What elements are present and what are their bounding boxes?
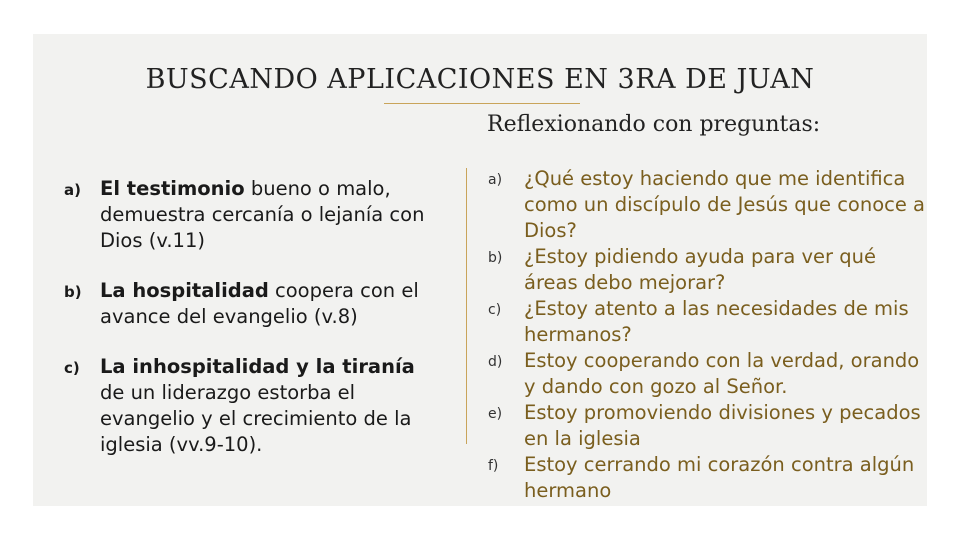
question-item <box>488 296 928 348</box>
list-item <box>64 278 444 330</box>
item-rest-text: de un liderazgo estorba el evangelio y el crecimiento de la iglesia (vv.9-10). <box>100 381 412 456</box>
applications-list <box>64 176 444 482</box>
item-bold-text: El testimonio <box>100 177 245 200</box>
question-text: ¿Qué estoy haciendo que me identifica como un discípulo de Jesús que conoce a Dios? <box>524 167 926 242</box>
item-text <box>100 176 444 254</box>
list-item <box>64 176 444 254</box>
item-text <box>100 278 444 330</box>
question-text: ¿Estoy pidiendo ayuda para ver qué áreas debo mejorar? <box>524 245 876 294</box>
question-text: Estoy cerrando mi corazón contra algún hermano <box>524 453 915 502</box>
question-text: Estoy promoviendo divisiones y pecados en la iglesia <box>524 401 921 450</box>
question-letter: b) <box>488 250 503 266</box>
list-item <box>64 354 444 458</box>
question-letter: f) <box>488 458 499 474</box>
question-item <box>488 244 928 296</box>
title-underline <box>384 103 580 104</box>
question-item <box>488 400 928 452</box>
question-item <box>488 452 928 504</box>
item-letter: c) <box>64 359 80 377</box>
question-text: ¿Estoy atento a las necesidades de mis hermanos? <box>524 297 909 346</box>
question-item <box>488 166 928 244</box>
question-item <box>488 348 928 400</box>
slide-title: BUSCANDO APLICACIONES EN 3RA DE JUAN <box>145 64 815 95</box>
question-letter: c) <box>488 302 502 318</box>
subtitle: Reflexionando con preguntas: <box>487 112 821 137</box>
question-letter: d) <box>488 354 503 370</box>
item-letter: b) <box>64 283 82 301</box>
item-bold-text: La hospitalidad <box>100 279 269 302</box>
question-text: Estoy cooperando con la verdad, orando y dando con gozo al Señor. <box>524 349 920 398</box>
item-letter: a) <box>64 181 81 199</box>
question-letter: a) <box>488 172 503 188</box>
column-divider <box>466 168 467 444</box>
questions-list <box>488 166 928 504</box>
item-bold-text: La inhospitalidad y la tiranía <box>100 355 415 378</box>
item-rest-text: bueno o malo, demuestra cercanía o lejanía con Dios (v.11) <box>100 177 425 252</box>
item-rest-text: coopera con el avance del evangelio (v.8) <box>100 279 419 328</box>
question-letter: e) <box>488 406 503 422</box>
item-text <box>100 354 444 458</box>
